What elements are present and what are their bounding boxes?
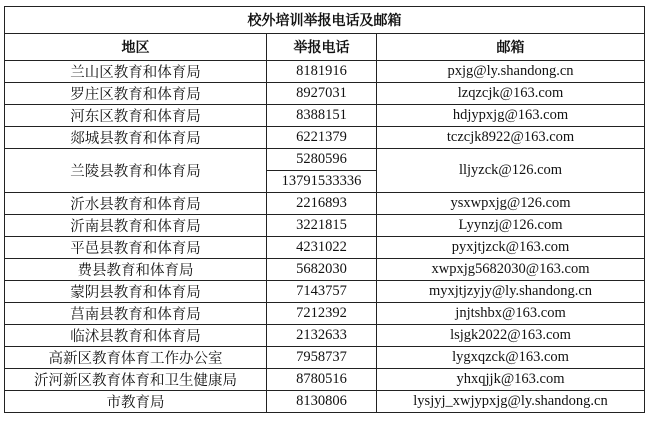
table-row (5, 347, 645, 369)
table-row (5, 303, 645, 325)
phone-cell: 6221379 (267, 127, 377, 149)
region-cell: 蒙阴县教育和体育局 (5, 281, 267, 303)
email-cell: pyxjtjzck@163.com (377, 237, 645, 259)
phone-cell: 7958737 (267, 347, 377, 369)
report-contacts-table (4, 6, 645, 413)
phone-cell: 8181916 (267, 61, 377, 83)
phone-cell: 8130806 (267, 391, 377, 413)
table-row (5, 127, 645, 149)
email-cell: ysxwpxjg@126.com (377, 193, 645, 215)
phone-cell: 13791533336 (267, 171, 377, 193)
region-cell: 郯城县教育和体育局 (5, 127, 267, 149)
region-cell: 市教育局 (5, 391, 267, 413)
table-row (5, 325, 645, 347)
phone-cell: 2216893 (267, 193, 377, 215)
phone-cell: 8927031 (267, 83, 377, 105)
email-cell: xwpxjg5682030@163.com (377, 259, 645, 281)
email-cell: tczcjk8922@163.com (377, 127, 645, 149)
phone-cell: 4231022 (267, 237, 377, 259)
email-cell: lygxqzck@163.com (377, 347, 645, 369)
phone-cell: 7212392 (267, 303, 377, 325)
table-row (5, 149, 645, 171)
email-cell: lzqzcjk@163.com (377, 83, 645, 105)
region-cell: 临沭县教育和体育局 (5, 325, 267, 347)
table-body (5, 61, 645, 413)
table-row (5, 237, 645, 259)
email-cell: pxjg@ly.shandong.cn (377, 61, 645, 83)
table-row (5, 391, 645, 413)
phone-cell: 8780516 (267, 369, 377, 391)
header-phone: 举报电话 (267, 34, 377, 61)
table-row (5, 369, 645, 391)
region-cell: 沂河新区教育体育和卫生健康局 (5, 369, 267, 391)
phone-cell: 5280596 (267, 149, 377, 171)
phone-cell: 7143757 (267, 281, 377, 303)
phone-cell: 8388151 (267, 105, 377, 127)
region-cell: 费县教育和体育局 (5, 259, 267, 281)
region-cell: 罗庄区教育和体育局 (5, 83, 267, 105)
email-cell: Lyynzj@126.com (377, 215, 645, 237)
region-cell: 平邑县教育和体育局 (5, 237, 267, 259)
table-row (5, 193, 645, 215)
email-cell: hdjypxjg@163.com (377, 105, 645, 127)
region-cell: 兰陵县教育和体育局 (5, 149, 267, 193)
phone-cell: 3221815 (267, 215, 377, 237)
region-cell: 兰山区教育和体育局 (5, 61, 267, 83)
email-cell: lsjgk2022@163.com (377, 325, 645, 347)
email-cell: lljyzck@126.com (377, 149, 645, 193)
table-row (5, 83, 645, 105)
region-cell: 沂南县教育和体育局 (5, 215, 267, 237)
email-cell: yhxqjjk@163.com (377, 369, 645, 391)
phone-cell: 2132633 (267, 325, 377, 347)
region-cell: 莒南县教育和体育局 (5, 303, 267, 325)
phone-cell: 5682030 (267, 259, 377, 281)
header-region: 地区 (5, 34, 267, 61)
table-row (5, 105, 645, 127)
email-cell: myxjtjzyjy@ly.shandong.cn (377, 281, 645, 303)
table-row (5, 61, 645, 83)
table-title: 校外培训举报电话及邮箱 (5, 7, 645, 34)
report-contacts-table-wrapper (4, 6, 644, 413)
header-email: 邮箱 (377, 34, 645, 61)
table-row (5, 259, 645, 281)
region-cell: 河东区教育和体育局 (5, 105, 267, 127)
region-cell: 沂水县教育和体育局 (5, 193, 267, 215)
region-cell: 高新区教育体育工作办公室 (5, 347, 267, 369)
email-cell: lysjyj_xwjypxjg@ly.shandong.cn (377, 391, 645, 413)
table-row (5, 281, 645, 303)
table-row (5, 215, 645, 237)
email-cell: jnjtshbx@163.com (377, 303, 645, 325)
